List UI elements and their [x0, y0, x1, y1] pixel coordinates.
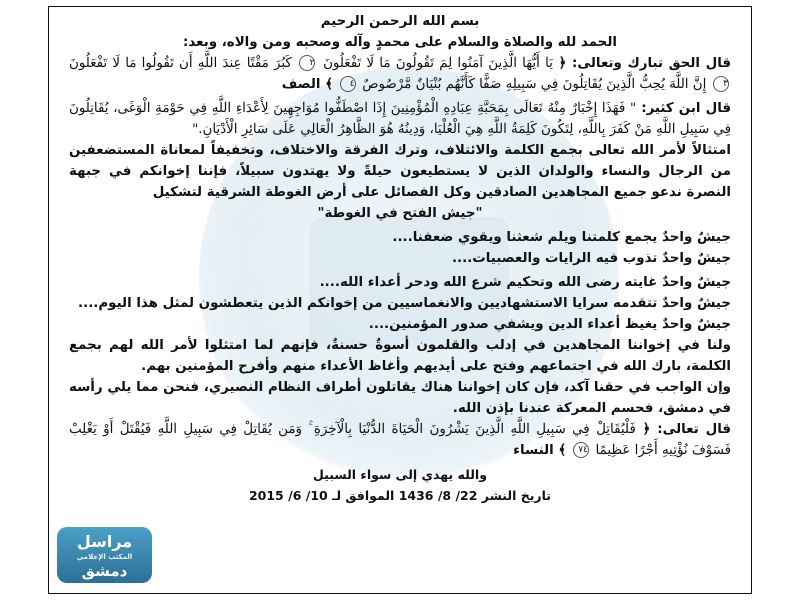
verse-block-1: قال الحق تبارك وتعالى: ﴿ يَا أَيُّهَا الَّذِينَ آمَنُوا لِمَ تَقُولُونَ مَا لَا تَفْعَلُونَ ٢ كَبُرَ مَقْتًا عِندَ اللَّهِ أَن تَقُولُوا مَا لَا تَفْعَلُونَ ٣ إِنَّ اللَّهَ يُحِبُّ الَّذِينَ يُقَاتِلُونَ فِي سَبِيلِهِ صَفًّا كَأَنَّهُم بُنْيَانٌ مَّرْصُوصٌ ٤ ﴾ الصف: [69, 56, 731, 92]
logo-subtitle: المكتب الإعلامي: [76, 553, 133, 561]
slogan-line-a: جيشٌ واحدٌ يجمع كلمتنا ويلم شعثنا ويقوي ضعفنا....: [392, 230, 731, 245]
ibn-kathir-block: [69, 98, 731, 140]
verse1-text: يَا أَيُّهَا الَّذِينَ آمَنُوا لِمَ تَقُولُونَ مَا لَا تَفْعَلُونَ: [323, 56, 553, 71]
verse2-number: ٧٤: [573, 442, 589, 458]
verse1-intro: قال الحق تبارك وتعالى:: [572, 56, 731, 71]
statement-page: [48, 6, 752, 594]
verse1-number-c: ٤: [340, 76, 356, 92]
verse1-text-c: إِنَّ اللَّهَ يُحِبُّ الَّذِينَ يُقَاتِلُونَ فِي سَبِيلِهِ صَفًّا كَأَنَّهُم بُنْيَانٌ مَّرْصُوصٌ: [362, 77, 707, 92]
verse2-surah: النساء: [513, 443, 554, 458]
statement-body: [49, 7, 751, 506]
verse2-intro: قال تعالى:: [657, 422, 731, 437]
praise-line: الحمد لله والصلاة والسلام على محمدٍ وآله وصحبه ومن والاه، وبعد:: [183, 35, 617, 50]
verse1-text-b: كَبُرَ مَقْتًا عِندَ اللَّهِ أَن تَقُولُوا مَا لَا تَفْعَلُونَ: [69, 56, 292, 71]
verse-block-2: قال تعالى: ﴿ فَلْيُقَاتِلْ فِي سَبِيلِ اللَّهِ الَّذِينَ يَشْرُونَ الْحَيَاةَ الدُّنْيَا بِالْآخِرَةِ ۚ وَمَن يُقَاتِلْ فِي سَبِيلِ اللَّهِ فَيُقْتَلْ أَوْ يَغْلِبْ فَسَوْفَ نُؤْتِيهِ أَجْرًا عَظِيمًا ٧٤ ﴾ النساء: [69, 422, 731, 458]
paragraph-duty: وإن الواجب في حقنا آكد، فإن كان إخواننا هناك يقاتلون أطراف النظام النصيري، فنحن مما يلي رأسه في دمشق، فحسم المعركة عندنا بإذن الله.: [69, 380, 731, 416]
basmala: بسم الله الرحمن الرحيم: [320, 14, 480, 29]
slogan-line-d: جيشٌ واحدٌ تتقدمه سرايا الاستشهاديين والانغماسيين من إخوانكم الذين يتعطشون لمثل هذا اليوم....: [78, 296, 731, 311]
closing-line: والله يهدي إلى سواء السبيل: [313, 467, 487, 482]
ibn-kathir-intro: قال ابن كثير:: [641, 101, 731, 116]
slogan-line-c: جيشٌ واحدٌ غايته رضى الله وتحكيم شرع الله ودحر أعداء الله....: [319, 275, 731, 290]
murasel-damascus-logo: [57, 527, 152, 583]
slogan-line-e: جيشٌ واحدٌ يغيظ أعداء الدين ويشفي صدور المؤمنين....: [368, 317, 731, 332]
army-name: "جيش الفتح في الغوطة": [317, 206, 483, 221]
publish-date: تاريخ النشر 22/ 8/ 1436 الموافق لـ 10/ 6/ 2015: [248, 488, 552, 503]
ibn-kathir-quote: " فَهَذَا إِخْبَارٌ مِنْهُ تَعَالَى بِمَحَبَّةِ عِبَادِهِ الْمُؤْمِنِينَ إِذَا اصْطَفُّوا مُوَاجِهِينَ لِأَعْدَاءِ اللَّهِ فِي حَوْمَةِ الْوَغَى، يُقَاتِلُونَ فِي سَبِيلِ اللَّهِ مَنْ كَفَرَ بِاللَّهِ، لِتَكُونَ كَلِمَةُ اللَّهِ هِيَ الْعُلْيَا، وَدِينُهُ هُوَ الظَّاهِرُ الْعَالِي عَلَى سَائِرِ الْأَدْيَانِ.": [69, 101, 731, 137]
logo-title: مراسل: [76, 532, 133, 551]
paragraph-call: امتثالاً لأمر الله تعالى بجمع الكلمة والائتلاف، وترك الفرقة والاختلاف، وتخفيفاً لمعاناة المستضعفين من الرجال والنساء والولدان الذين لا يستطيعون حيلةً ولا يهتدون سبيلاً، فإننا إخوانكم في جبهة النصرة ندعو جميع المجاهدين الصادقين وكل الفصائل على أرض الغوطة الشرقية لتشكيل: [69, 143, 731, 200]
verse1-surah: الصف: [281, 77, 321, 92]
verse1-number: ٢: [299, 55, 315, 71]
verse2-text: فَلْيُقَاتِلْ فِي سَبِيلِ اللَّهِ الَّذِينَ يَشْرُونَ الْحَيَاةَ الدُّنْيَا بِالْآخِرَةِ ۚ وَمَن يُقَاتِلْ فِي سَبِيلِ اللَّهِ فَيُقْتَلْ أَوْ يَغْلِبْ فَسَوْفَ نُؤْتِيهِ أَجْرًا عَظِيمًا: [69, 422, 731, 458]
paragraph-example: ولنا في إخواننا المجاهدين في إدلب والقلمون أسوةٌ حسنةٌ، فإنهم لما امتثلوا لأمر الله لهم بجمع الكلمة، بارك الله في اجتماعهم وفتح على أيديهم وأغاظ الأعداء منهم وأفرح المؤمنين بهم.: [69, 338, 731, 374]
verse1-number-b: ٣: [713, 76, 729, 92]
slogan-line-b: جيشٌ واحدٌ تذوب فيه الرايات والعصبيات....: [451, 251, 731, 266]
logo-city: دمشق: [81, 562, 128, 580]
